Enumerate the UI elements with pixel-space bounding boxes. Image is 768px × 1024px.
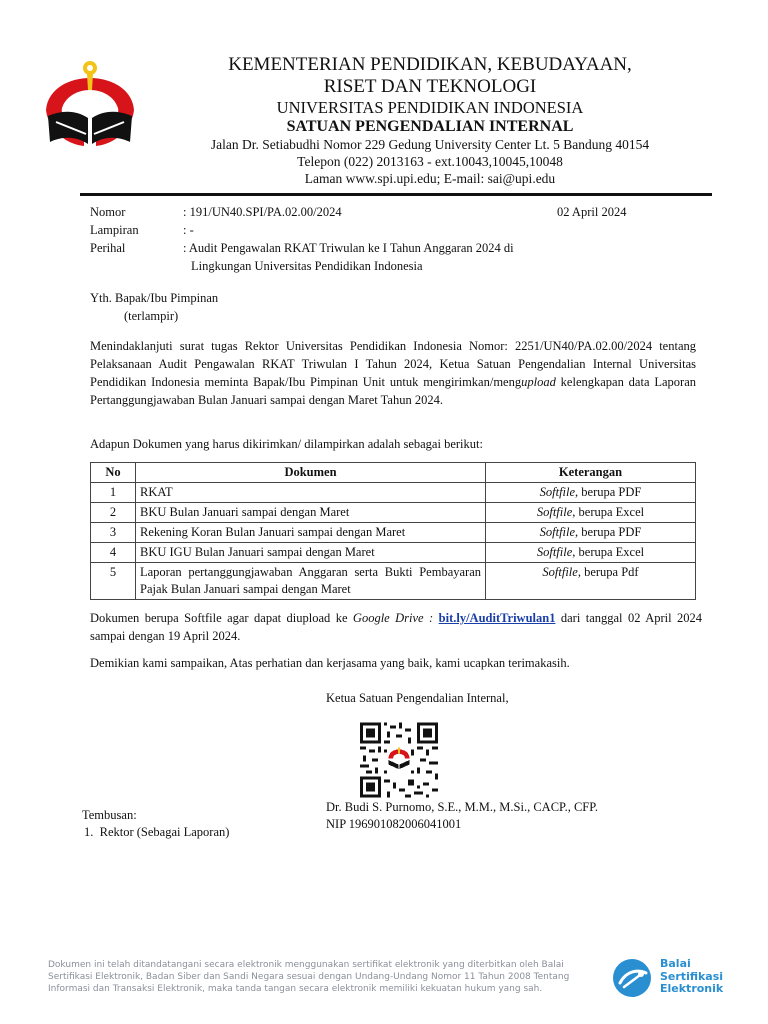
nomor-label: Nomor: [90, 205, 126, 219]
signature-title: Ketua Satuan Pengendalian Internal,: [326, 691, 509, 705]
paragraph-upload: Dokumen berupa Softfile agar dapat diupload ke Google Drive : bit.ly/AuditTriwulan1 dari tanggal 02 April 2024 sampai dengan 19 April 2024.: [90, 611, 703, 643]
table-header-row: [91, 463, 696, 483]
perihal-value: : Audit Pengawalan RKAT Triwulan ke I Tahun Anggaran 2024 di: [183, 241, 514, 255]
paragraph-closing: Demikian kami sampaikan, Atas perhatian dan kerjasama yang baik, kami ucapkan terimakasih.: [90, 656, 570, 670]
table-row: 1 RKAT Softfile, berupa PDF: [91, 483, 696, 503]
university-name: UNIVERSITAS PENDIDIKAN INDONESIA: [276, 98, 584, 117]
unit-name: SATUAN PENGENDALIAN INTERNAL: [286, 118, 574, 135]
ministry-name-line2: RISET DAN TEKNOLOGI: [323, 76, 537, 97]
bsre-logo-icon: [610, 957, 654, 999]
perihal-label: Perihal: [90, 241, 126, 255]
phone: Telepon (022) 2013163 - ext.10043,10045,10048: [297, 154, 563, 169]
header-dokumen: Dokumen: [136, 463, 486, 483]
lampiran-value: : -: [183, 223, 194, 237]
recipient: Yth. Bapak/Ibu Pimpinan: [90, 291, 219, 305]
header-keterangan: Keterangan: [486, 463, 696, 483]
bsre-logo-text: Balai Sertifikasi Elektronik: [660, 957, 724, 995]
electronic-signature-notice: Dokumen ini telah ditandatangani secara elektronik menggunakan sertifikat elektronik yang diterbitkan oleh Balai Sertifikasi Elektronik, Badan Siber dan Sandi Negara sesuai dengan Undang-Undang Nomor 11 Tahun 2008 Tentang Informasi dan Transaksi Elektronik, maka tanda tangan secara elektronik memiliki kekuatan hukum yang sah.: [48, 960, 570, 994]
drive-link[interactable]: bit.ly/AuditTriwulan1: [438, 611, 556, 625]
paragraph-documents-intro: Adapun Dokumen yang harus dikirimkan/ dilampirkan adalah sebagai berikut:: [90, 437, 483, 451]
table-row: 5 Laporan pertanggungjawaban Anggaran serta Bukti Pembayaran Pajak Bulan Januari sampai dengan Maret Softfile, berupa Pdf: [91, 563, 696, 600]
paragraph-intro: Menindaklanjuti surat tugas Rektor Universitas Pendidikan Indonesia Nomor: 2251/UN40/PA.02.00/2024 tentang Pelaksanaan Audit Pengawalan RKAT Triwulan I Tahun 2024, Ketua Satuan Pengendalian Internal Universitas Pendidikan Indonesia meminta Bapak/Ibu Pimpinan Unit untuk mengirimkan/mengupload kelengkapan data Laporan Pertanggungjawaban Bulan Januari sampai dengan Maret Tahun 2024.: [90, 339, 696, 407]
address: Jalan Dr. Setiabudhi Nomor 229 Gedung University Center Lt. 5 Bandung 40154: [210, 137, 650, 152]
cc-item: 1. Rektor (Sebagai Laporan): [84, 825, 230, 839]
documents-table: [90, 462, 696, 600]
signature-qr-code: [360, 722, 438, 798]
signatory-name: Dr. Budi S. Purnomo, S.E., M.M., M.Si., CACP., CFP.: [326, 800, 598, 814]
table-row: 2 BKU Bulan Januari sampai dengan Maret Softfile, berupa Excel: [91, 503, 696, 523]
nomor-value: : 191/UN40.SPI/PA.02.00/2024: [183, 205, 342, 219]
table-row: 3 Rekening Koran Bulan Januari sampai dengan Maret Softfile, berupa PDF: [91, 523, 696, 543]
ministry-name-line1: KEMENTERIAN PENDIDIKAN, KEBUDAYAAN,: [228, 54, 632, 75]
cc-label: Tembusan:: [82, 808, 137, 822]
header-divider: [80, 193, 712, 196]
letter-date: 02 April 2024: [557, 205, 627, 219]
header-no: No: [91, 463, 136, 483]
signatory-nip: NIP 196901082006041001: [326, 817, 462, 831]
table-row: 4 BKU IGU Bulan Januari sampai dengan Maret Softfile, berupa Excel: [91, 543, 696, 563]
recipient-note: (terlampir): [124, 309, 179, 323]
web-email: Laman www.spi.upi.edu; E-mail: sai@upi.edu: [304, 171, 556, 186]
perihal-value-cont: Lingkungan Universitas Pendidikan Indonesia: [191, 259, 423, 273]
lampiran-label: Lampiran: [90, 223, 139, 237]
